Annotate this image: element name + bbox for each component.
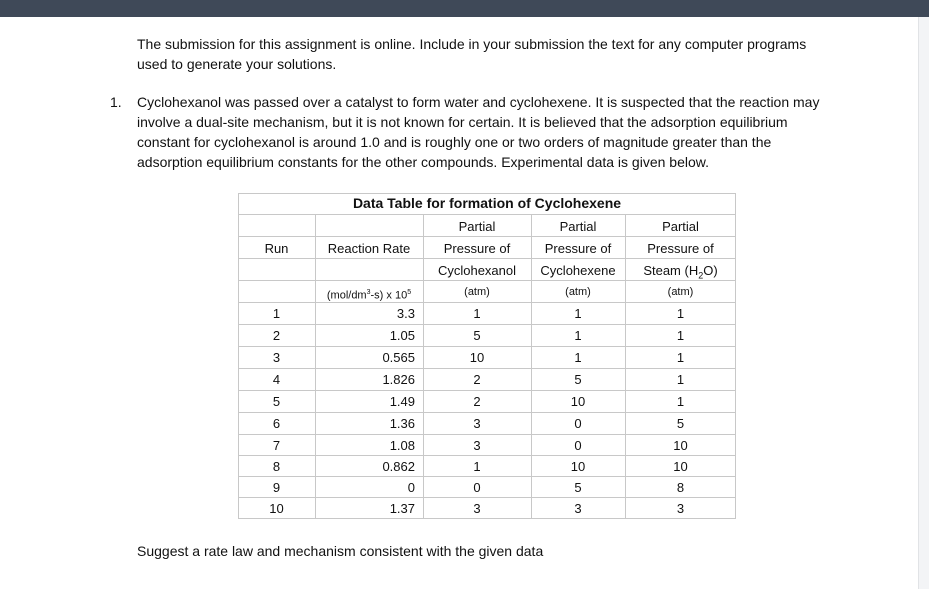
header-pressure-of-2: Pressure of — [544, 241, 612, 256]
table-cell-r2-c5: 1 — [676, 328, 685, 343]
header-pressure-of-3: Pressure of — [647, 241, 714, 256]
table-cell-r6-c4: 0 — [574, 416, 582, 431]
table-cell-r7-c1: 7 — [272, 438, 281, 453]
header-steam-end: O) — [703, 263, 718, 278]
table-cell-r5-c4: 10 — [570, 394, 586, 409]
table-cell-r6-c2: 1.36 — [389, 416, 415, 431]
table-cell-r6-c3: 3 — [473, 416, 481, 431]
window-top-bar — [0, 0, 929, 17]
table-cell-r2-c1: 2 — [272, 328, 281, 343]
table-cell-r4-c4: 5 — [574, 372, 582, 387]
table-cell-r1-c3: 1 — [473, 306, 481, 321]
table-cell-r7-c4: 0 — [574, 438, 582, 453]
table-cell-r9-c2: 0 — [407, 480, 415, 495]
table-cell-r3-c4: 1 — [574, 350, 582, 365]
header-partial-2: Partial — [559, 219, 597, 234]
table-cell-r10-c1: 10 — [269, 501, 284, 516]
table-cell-r1-c2: 3.3 — [396, 306, 415, 321]
table-cell-r3-c3: 10 — [469, 350, 485, 365]
table-cell-r10-c5: 3 — [676, 501, 685, 516]
header-steam-subscript: 2 — [698, 270, 704, 281]
table-cell-r7-c3: 3 — [473, 438, 481, 453]
header-pressure-of-1: Pressure of — [443, 241, 511, 256]
table-cell-r3-c5: 1 — [676, 350, 685, 365]
closing-prompt: Suggest a rate law and mechanism consistent with the given data — [137, 543, 544, 559]
table-cell-r9-c1: 9 — [272, 480, 281, 495]
table-cell-r3-c2: 0.565 — [382, 350, 415, 365]
table-cell-r4-c5: 1 — [676, 372, 685, 387]
units-rate-sup1: 3 — [366, 289, 371, 296]
table-cell-r8-c4: 10 — [570, 459, 586, 474]
header-run: Run — [264, 241, 289, 256]
table-cell-r4-c1: 4 — [272, 372, 281, 387]
table-cell-r8-c2: 0.862 — [382, 459, 415, 474]
header-partial-3: Partial — [662, 219, 699, 234]
table-cell-r10-c3: 3 — [473, 501, 481, 516]
units-rate-mid: -s) x 10 — [370, 289, 408, 302]
question-number: 1. — [110, 94, 122, 110]
header-cyclohexanol: Cyclohexanol — [437, 263, 517, 278]
table-cell-r5-c1: 5 — [272, 394, 281, 409]
table-cell-r9-c3: 0 — [473, 480, 481, 495]
units-atm-2: (atm) — [565, 286, 591, 298]
table-cell-r1-c4: 1 — [574, 306, 582, 321]
header-steam-label: Steam (H — [643, 263, 699, 278]
table-cell-r4-c2: 1.826 — [382, 372, 415, 387]
units-rate-pre: (mol/dm — [326, 289, 367, 302]
table-cell-r5-c3: 2 — [473, 394, 481, 409]
header-reaction-rate: Reaction Rate — [327, 241, 411, 256]
table-cell-r10-c2: 1.37 — [389, 501, 415, 516]
table-cell-r4-c3: 2 — [473, 372, 481, 387]
table-cell-r5-c5: 1 — [676, 394, 685, 409]
table-cell-r8-c3: 1 — [473, 459, 481, 474]
table-title: Data Table for formation of Cyclohexene — [352, 195, 622, 211]
header-partial-1: Partial — [458, 219, 496, 234]
units-atm-3: (atm) — [667, 286, 694, 298]
intro-paragraph: The submission for this assignment is online. Include in your submission the text for any computer programs used to generate your solutions. — [137, 36, 807, 72]
table-cell-r6-c1: 6 — [272, 416, 281, 431]
question-text: Cyclohexanol was passed over a catalyst to form water and cyclohexene. It is suspected that the reaction may involve a dual-site mechanism, but it is not known for certain. It is believed that the adsorption equilibrium constant for cyclohexanol is around 1.0 and is roughly one or two orders of magnitude greater than the adsorption equilibrium constants for the other compounds. Experimental data is given below. — [137, 94, 820, 170]
header-cyclohexene: Cyclohexene — [540, 263, 616, 278]
table-cell-r10-c4: 3 — [574, 501, 582, 516]
table-cell-r7-c5: 10 — [673, 438, 688, 453]
data-table — [238, 193, 736, 519]
table-cell-r8-c5: 10 — [673, 459, 688, 474]
table-cell-r2-c3: 5 — [473, 328, 481, 343]
table-cell-r3-c1: 3 — [272, 350, 281, 365]
table-cell-r2-c2: 1.05 — [389, 328, 415, 343]
table-cell-r1-c1: 1 — [272, 306, 281, 321]
units-rate-sup2: 5 — [407, 289, 412, 296]
table-cell-r6-c5: 5 — [676, 416, 685, 431]
table-cell-r7-c2: 1.08 — [389, 438, 415, 453]
scrollbar-track[interactable] — [918, 17, 929, 589]
table-cell-r2-c4: 1 — [574, 328, 582, 343]
table-cell-r5-c2: 1.49 — [389, 394, 415, 409]
table-cell-r1-c5: 1 — [676, 306, 685, 321]
units-atm-1: (atm) — [464, 286, 490, 298]
table-cell-r9-c5: 8 — [676, 480, 685, 495]
table-cell-r9-c4: 5 — [574, 480, 582, 495]
table-cell-r8-c1: 8 — [272, 459, 281, 474]
